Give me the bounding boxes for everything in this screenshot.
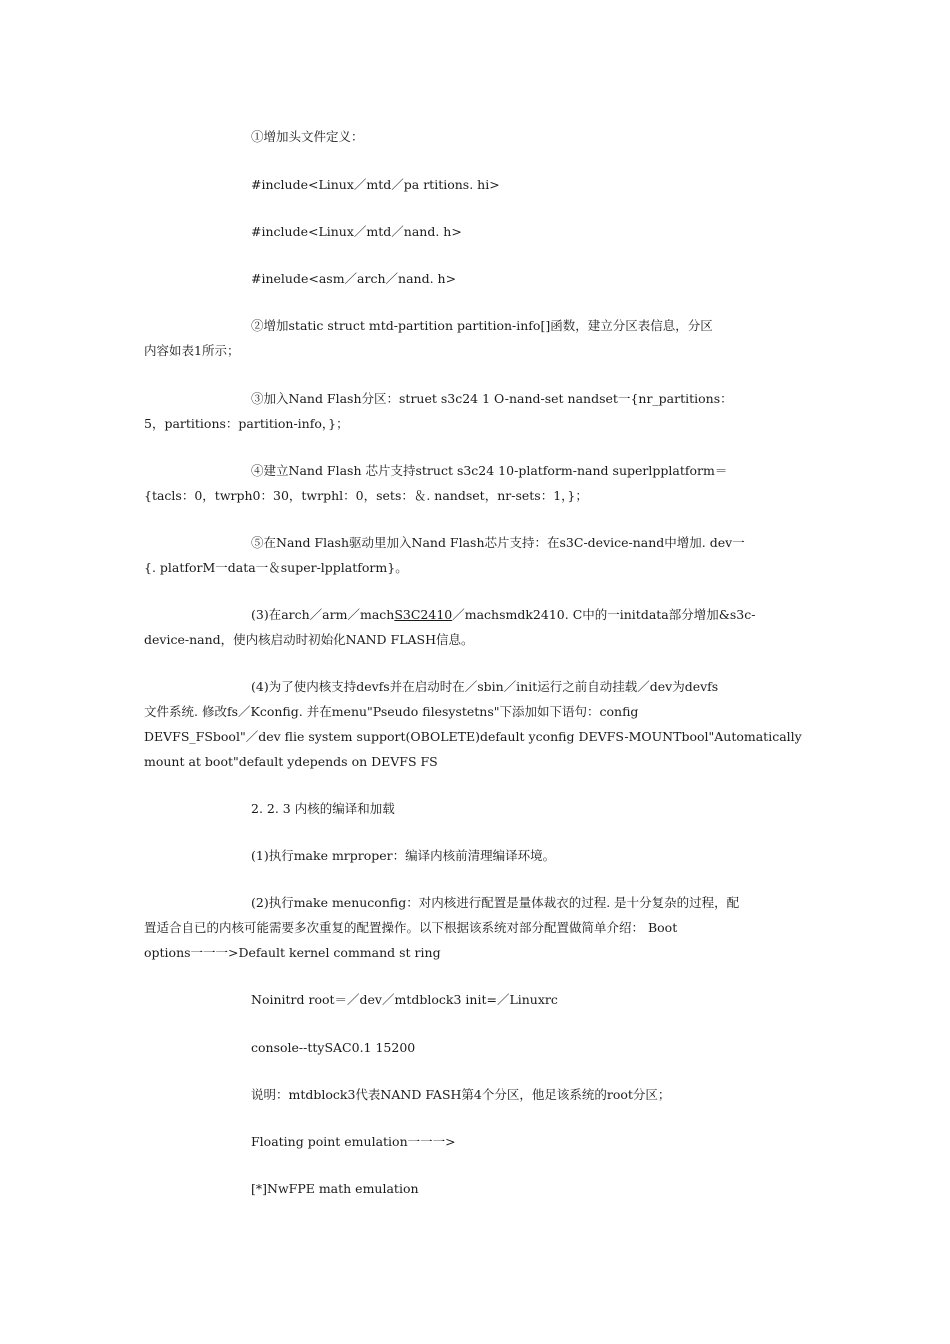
console-line: console--ttySAC0.1 15200 xyxy=(251,1040,416,1055)
item-3-paragraph: (3)在arch／arm／machS3C2410／machsmdk2410. C中的一initdata部分增加&s3c- device-nand，使内核启动时初始化NAND FLASH信息。 xyxy=(144,607,756,647)
item-4-paragraph: (4)为了使内核支持devfs并在启动时在／sbin／init运行之前自动挂载／dev为devfs 文件系统. 修改fs／Kconfig. 并在menu"Pseudo filesystetns"下添加如下语句：config DEVFS_FSbool"／dev flie system support(OBOLETE)default yconfig DEVFS-MOUNTbool"Automatically mount at boot"default ydepends on DEVFS FS xyxy=(144,679,802,769)
step-4-paragraph: ④建立Nand Flash 芯片支持struct s3c24 10-platform-nand superlpplatform＝ {tacls：0，twrph0：30，twrphl：0，sets：＆. nandset，nr-sets：1，}； xyxy=(144,463,728,503)
step-3-paragraph: ③加入Nand Flash分区：struet s3c24 1 O-nand-set nandset一{nr_partitions： 5，partitions：partition-info，}； xyxy=(144,391,733,431)
include-asm-nand-line: #inelude<asm／arch／nand. h> xyxy=(251,271,457,286)
s3c2410-link[interactable]: S3C2410 xyxy=(394,607,453,622)
include-nand-line: #include<Linux／mtd／nand. h> xyxy=(251,224,462,239)
kernel-cmdline-line: Noinitrd root＝／dev／mtdblock3 init=／Linuxrc xyxy=(251,992,558,1007)
mtdblock-note-line: 说明：mtdblock3代表NAND FASH第4个分区，他足该系统的root分区； xyxy=(251,1087,671,1102)
section-2-2-3-heading: 2. 2. 3 内核的编译和加载 xyxy=(251,801,395,816)
make-mrproper-line: (1)执行make mrproper：编译内核前清理编译环境。 xyxy=(251,848,556,863)
floating-point-line: Floating point emulation一一一> xyxy=(251,1134,456,1149)
step-5-paragraph: ⑤在Nand Flash驱动里加入Nand Flash芯片支持：在s3C-device-nand中增加. dev一 {. platforM一data一＆super-lpplatform}。 xyxy=(144,535,745,575)
include-partitions-line: #include<Linux／mtd／pa rtitions. hi> xyxy=(251,177,500,192)
step-1-heading: ①增加头文件定义： xyxy=(251,129,364,144)
make-menuconfig-paragraph: (2)执行make menuconfig：对内核进行配置是量体裁衣的过程. 是十分复杂的过程，配 置适合自已的内核可能需要多次重复的配置操作。以下根据该系统对部分配置做简单介绍： Boot options一一一>Default kernel command st ring xyxy=(144,895,740,960)
nwfpe-option-line: [*]NwFPE math emulation xyxy=(251,1181,419,1196)
step-2-paragraph: ②增加static struct mtd-partition partition-info[]函数，建立分区表信息，分区 内容如表1所示； xyxy=(144,318,713,358)
